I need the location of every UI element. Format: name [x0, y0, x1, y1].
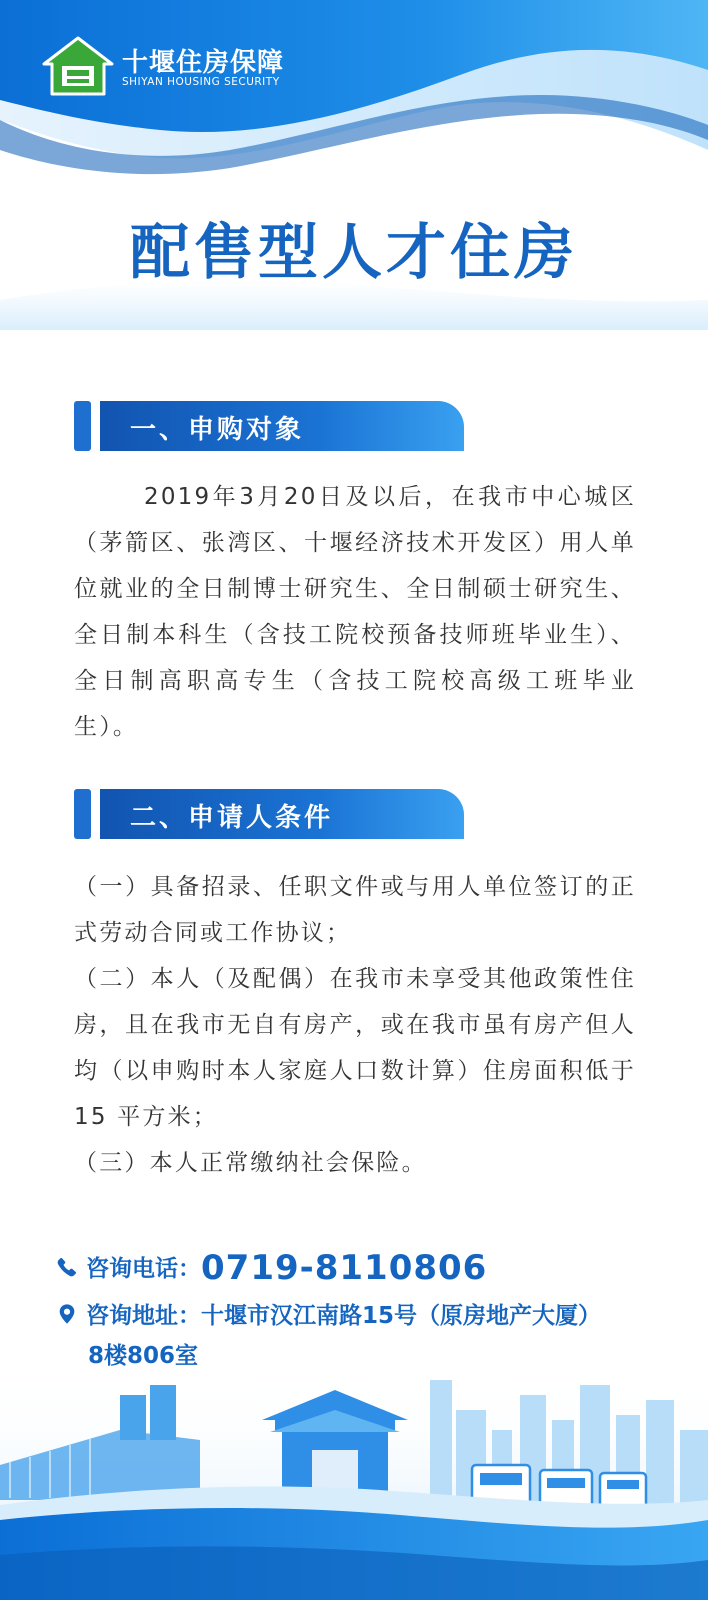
section-header-applicants	[74, 401, 464, 451]
section-body-conditions	[74, 864, 636, 1186]
contact-phone	[56, 1245, 488, 1288]
condition-item: （二）本人（及配偶）在我市未享受其他政策性住房，且在我市无自有房产，或在我市虽有房产但人均（以申购时本人家庭人口数计算）住房面积低于15 平方米；	[74, 966, 636, 1130]
condition-item: （一）具备招录、任职文件或与用人单位签订的正式劳动合同或工作协议；	[74, 874, 636, 946]
phone-label: 咨询电话：	[86, 1256, 201, 1282]
brand-name-en: SHIYAN HOUSING SECURITY	[122, 76, 280, 88]
section-accent-bar	[74, 401, 91, 451]
section-accent-bar	[74, 789, 91, 839]
phone-number: 0719-8110806	[201, 1248, 488, 1288]
city-skyline-illustration	[0, 1370, 708, 1600]
contact-address	[56, 1296, 601, 1376]
address-line1: 十堰市汉江南路15号（原房地产大厦）	[201, 1303, 602, 1329]
house-logo-icon	[40, 34, 116, 98]
section-heading: 一、申购对象	[130, 415, 305, 445]
condition-item: （三）本人正常缴纳社会保险。	[74, 1150, 427, 1176]
section-heading: 二、申请人条件	[130, 803, 334, 833]
page-title: 配售型人才住房	[130, 218, 578, 288]
location-pin-icon	[56, 1302, 78, 1326]
phone-icon	[56, 1255, 78, 1279]
section-body-applicants: 2019年3月20日及以后，在我市中心城区（茅箭区、张湾区、十堰经济技术开发区）用人单位就业的全日制博士研究生、全日制硕士研究生、全日制本科生（含技工院校预备技师班毕业生）、全日制高职高专生（含技工院校高级工班毕业生）。	[74, 484, 636, 740]
brand-name-cn: 十堰住房保障	[122, 48, 285, 78]
address-line2: 8楼806室	[88, 1343, 199, 1369]
address-label: 咨询地址：	[86, 1303, 201, 1329]
section-header-conditions	[74, 789, 464, 839]
